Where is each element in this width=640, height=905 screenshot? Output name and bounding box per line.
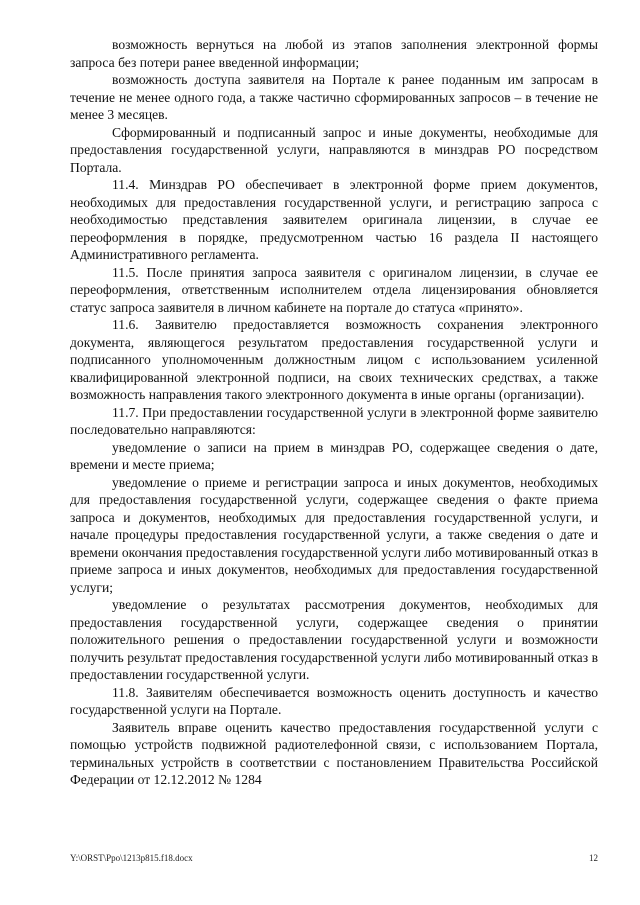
paragraph: 11.5. После принятия запроса заявителя с оригиналом лицензии, в случае ее переоформления, ответственным исполнителем отдела лицензирования обновляется статус запроса заявителя в личном кабинете на портале до статуса «принято». — [70, 264, 598, 315]
paragraph: возможность доступа заявителя на Портале к ранее поданным им запросам в течение не менее одного года, а также частично сформированных запросов – в течение не менее 3 месяцев. — [70, 72, 598, 122]
paragraph: Заявитель вправе оценить качество предоставления государственной услуги с помощью устройств подвижной радиотелефонной связи, с использованием Портала, терминальных устройств в соответствии с постановлением Правительства Российской Федерации от 12.12.2012 № 1284 — [70, 719, 598, 787]
paragraph: 11.4. Минздрав РО обеспечивает в электронной форме прием документов, необходимых для предоставления государственной услуги, и регистрацию запроса с необходимостью представления заявителем оригинала лицензии, в случае ее переоформления в порядке, предусмотренном частью 16 раздела II настоящего Административного регламента. — [70, 177, 598, 262]
paragraph: возможность вернуться на любой из этапов заполнения электронной формы запроса без потери ранее введенной информации; — [70, 37, 598, 70]
paragraph: 11.8. Заявителям обеспечивается возможность оценить доступность и качество государственной услуги на Портале. — [70, 684, 598, 717]
footer-file-path: Y:\ORST\Ppo\1213p815.f18.docx — [70, 853, 193, 863]
paragraph: Сформированный и подписанный запрос и иные документы, необходимые для предоставления государственной услуги, направляются в минздрав РО посредством Портала. — [70, 124, 598, 175]
footer-page-number: 12 — [589, 853, 598, 863]
paragraph: 11.6. Заявителю предоставляется возможность сохранения электронного документа, являющегося результатом предоставления государственной услуги и подписанного уполномоченным должностным лицом с использованием усиленной квалифицированной электронной подписи, на своих технических средствах, а также возможность направления такого электронного документа в иные органы (организации). — [70, 317, 598, 402]
document-body — [70, 36, 598, 789]
paragraph: уведомление о результатах рассмотрения документов, необходимых для предоставления государственной услуги, содержащее сведения о принятии положительного решения о предоставлении государственной услуги и возможности получить результат предоставления государственной услуги либо мотивированный отказ в предоставлении государственной услуги. — [70, 597, 598, 682]
paragraph: уведомление о приеме и регистрации запроса и иных документов, необходимых для предоставления государственной услуги, содержащее сведения о факте приема запроса и документов, необходимых для предоставления государственной услуги, и начале процедуры предоставления государственной услуги, а также сведения о дате и времени окончания предоставления государственной услуги либо мотивированный отказ в приеме запроса и иных документов, необходимых для предоставления государственной услуги; — [70, 474, 598, 595]
paragraph: уведомление о записи на прием в минздрав РО, содержащее сведения о дате, времени и месте приема; — [70, 439, 598, 472]
paragraph: 11.7. При предоставлении государственной услуги в электронной форме заявителю последовательно направляются: — [70, 404, 598, 437]
